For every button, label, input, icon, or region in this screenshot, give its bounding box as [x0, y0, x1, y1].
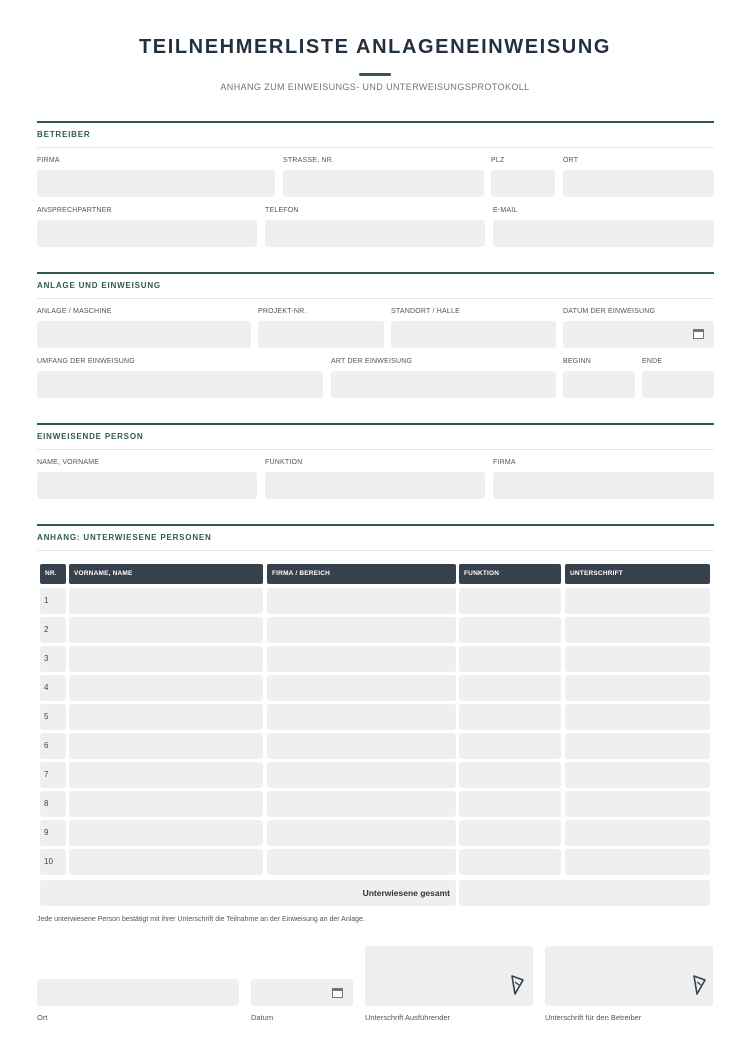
- cell-unterschrift[interactable]: [565, 588, 710, 614]
- label-umfang: UMFANG DER EINWEISUNG: [37, 358, 135, 365]
- cell-firma[interactable]: [267, 617, 456, 643]
- cell-firma[interactable]: [267, 588, 456, 614]
- cell-firma[interactable]: [267, 733, 456, 759]
- title-accent-bar: [359, 73, 391, 76]
- row-number: 10: [40, 849, 66, 875]
- document-subtitle: ANHANG ZUM EINWEISUNGS- UND UNTERWEISUNGSPROTOKOLL: [220, 82, 530, 92]
- total-count-field[interactable]: [459, 880, 710, 906]
- anlage-maschine-field[interactable]: [37, 321, 251, 348]
- betreiber-ansprechpartner-field[interactable]: [37, 220, 257, 247]
- cell-firma[interactable]: [267, 849, 456, 875]
- row-number: 9: [40, 820, 66, 846]
- einweisende-name-field[interactable]: [37, 472, 257, 499]
- pen-nib-icon: [693, 974, 707, 996]
- section-divider: [37, 449, 714, 450]
- cell-unterschrift[interactable]: [565, 849, 710, 875]
- einweisende-firma-field[interactable]: [493, 472, 714, 499]
- cell-funktion[interactable]: [459, 820, 561, 846]
- cell-name[interactable]: [69, 791, 263, 817]
- footer-label-sig-ausfuehrender: Unterschrift Ausführender: [365, 1013, 451, 1022]
- cell-funktion[interactable]: [459, 733, 561, 759]
- label-name-vorname: NAME, VORNAME: [37, 459, 100, 466]
- betreiber-email-field[interactable]: [493, 220, 714, 247]
- cell-funktion[interactable]: [459, 704, 561, 730]
- calendar-icon[interactable]: [332, 988, 343, 998]
- signature-ausfuehrender-field[interactable]: [365, 946, 533, 1006]
- calendar-icon[interactable]: [693, 329, 704, 339]
- label-beginn: BEGINN: [563, 358, 592, 365]
- einweisende-funktion-field[interactable]: [265, 472, 485, 499]
- label-strasse: STRASSE, NR.: [283, 157, 335, 164]
- datum-field[interactable]: [251, 979, 353, 1006]
- cell-firma[interactable]: [267, 762, 456, 788]
- cell-funktion[interactable]: [459, 675, 561, 701]
- table-header-nr: NR.: [40, 564, 66, 584]
- cell-funktion[interactable]: [459, 646, 561, 672]
- footer-label-sig-betreiber: Unterschrift für den Betreiber: [545, 1013, 642, 1022]
- footer-label-datum: Datum: [251, 1013, 274, 1022]
- cell-funktion[interactable]: [459, 617, 561, 643]
- section-rule-anlage: [37, 272, 714, 274]
- ort-field[interactable]: [37, 979, 239, 1006]
- cell-unterschrift[interactable]: [565, 617, 710, 643]
- cell-unterschrift[interactable]: [565, 675, 710, 701]
- cell-unterschrift[interactable]: [565, 820, 710, 846]
- betreiber-telefon-field[interactable]: [265, 220, 485, 247]
- cell-funktion[interactable]: [459, 588, 561, 614]
- row-number: 2: [40, 617, 66, 643]
- label-ansprechpartner: ANSPRECHPARTNER: [37, 207, 112, 214]
- section-divider: [37, 147, 714, 148]
- section-title-betreiber: BETREIBER: [37, 130, 91, 139]
- label-standort: STANDORT / HALLE: [391, 308, 460, 315]
- cell-firma[interactable]: [267, 646, 456, 672]
- cell-firma[interactable]: [267, 704, 456, 730]
- betreiber-firma-field[interactable]: [37, 170, 275, 197]
- row-number: 3: [40, 646, 66, 672]
- cell-name[interactable]: [69, 646, 263, 672]
- cell-name[interactable]: [69, 820, 263, 846]
- beginn-field[interactable]: [563, 371, 635, 398]
- betreiber-ort-field[interactable]: [563, 170, 714, 197]
- projekt-nr-field[interactable]: [258, 321, 384, 348]
- standort-field[interactable]: [391, 321, 556, 348]
- cell-name[interactable]: [69, 617, 263, 643]
- signature-betreiber-field[interactable]: [545, 946, 713, 1006]
- cell-name[interactable]: [69, 733, 263, 759]
- table-header-firma: FIRMA / BEREICH: [267, 564, 456, 584]
- document-title: TEILNEHMERLISTE ANLAGENEINWEISUNG: [138, 36, 612, 58]
- section-rule-anhang: [37, 524, 714, 526]
- betreiber-strasse-field[interactable]: [283, 170, 484, 197]
- footer-label-ort: Ort: [37, 1013, 48, 1022]
- row-number: 7: [40, 762, 66, 788]
- row-number: 1: [40, 588, 66, 614]
- cell-firma[interactable]: [267, 820, 456, 846]
- row-number: 6: [40, 733, 66, 759]
- ende-field[interactable]: [642, 371, 714, 398]
- label-ende: ENDE: [642, 358, 663, 365]
- table-header-funktion: FUNKTION: [459, 564, 561, 584]
- pen-nib-icon: [511, 974, 525, 996]
- cell-name[interactable]: [69, 588, 263, 614]
- row-number: 5: [40, 704, 66, 730]
- cell-name[interactable]: [69, 704, 263, 730]
- label-firma-einweisende: FIRMA: [493, 459, 516, 466]
- cell-name[interactable]: [69, 762, 263, 788]
- cell-name[interactable]: [69, 849, 263, 875]
- label-firma: FIRMA: [37, 157, 60, 164]
- cell-funktion[interactable]: [459, 791, 561, 817]
- table-header-unterschrift: UNTERSCHRIFT: [565, 564, 710, 584]
- label-anlage: ANLAGE / MASCHINE: [37, 308, 112, 315]
- total-label: Unterwiesene gesamt: [40, 880, 456, 906]
- confirmation-note: Jede unterwiesene Person bestätigt mit ihrer Unterschrift die Teilnahme an der Einweisung an der Anlage.: [37, 916, 365, 923]
- cell-unterschrift[interactable]: [565, 704, 710, 730]
- betreiber-plz-field[interactable]: [491, 170, 555, 197]
- cell-firma[interactable]: [267, 675, 456, 701]
- umfang-field[interactable]: [37, 371, 323, 398]
- label-email: E-MAIL: [493, 207, 518, 214]
- cell-funktion[interactable]: [459, 762, 561, 788]
- cell-unterschrift[interactable]: [565, 646, 710, 672]
- cell-unterschrift[interactable]: [565, 791, 710, 817]
- label-ort: ORT: [563, 157, 579, 164]
- section-title-anhang: ANHANG: UNTERWIESENE PERSONEN: [37, 533, 212, 542]
- table-header-name: VORNAME, NAME: [69, 564, 263, 584]
- section-title-anlage: ANLAGE UND EINWEISUNG: [37, 281, 161, 290]
- label-plz: PLZ: [491, 157, 505, 164]
- row-number: 4: [40, 675, 66, 701]
- section-rule-betreiber: [37, 121, 714, 123]
- label-telefon: TELEFON: [265, 207, 299, 214]
- row-number: 8: [40, 791, 66, 817]
- cell-unterschrift[interactable]: [565, 762, 710, 788]
- label-art: ART DER EINWEISUNG: [331, 358, 413, 365]
- cell-firma[interactable]: [267, 791, 456, 817]
- cell-funktion[interactable]: [459, 849, 561, 875]
- section-divider: [37, 298, 714, 299]
- cell-name[interactable]: [69, 675, 263, 701]
- datum-einweisung-field[interactable]: [563, 321, 714, 348]
- label-datum-einweisung: DATUM DER EINWEISUNG: [563, 308, 656, 315]
- section-divider: [37, 550, 714, 551]
- label-projekt: PROJEKT-NR.: [258, 308, 307, 315]
- label-funktion: FUNKTION: [265, 459, 303, 466]
- section-title-einweisende: EINWEISENDE PERSON: [37, 432, 144, 441]
- cell-unterschrift[interactable]: [565, 733, 710, 759]
- art-field[interactable]: [331, 371, 556, 398]
- section-rule-einweisende: [37, 423, 714, 425]
